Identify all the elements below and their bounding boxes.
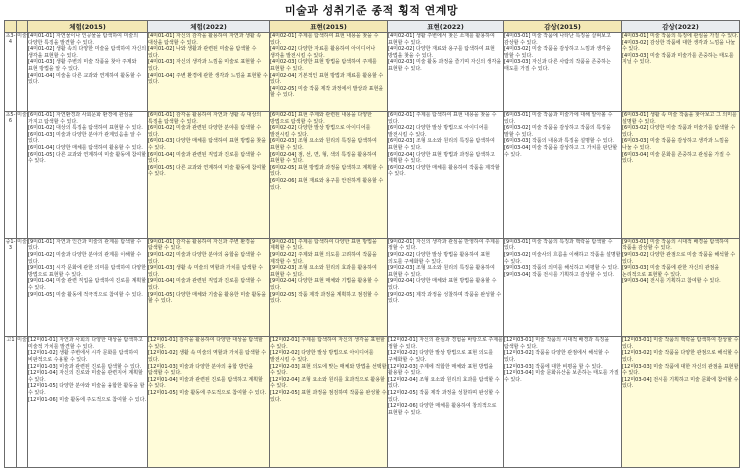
standard-item: [4미03-03] 자신과 다른 사람의 작품을 존중하는 태도를 가질 수 있다. xyxy=(504,59,611,72)
area-label: 미술 xyxy=(17,337,28,468)
standards-cell-experience-2022 xyxy=(148,112,270,239)
standard-item: [12미01-02] 생활 주변에서 시각 문화를 탐색하여 비판적으로 수용할 수 있다. xyxy=(28,350,139,363)
standards-cell-expression-2015 xyxy=(270,112,388,239)
standard-item: [4미02-03] 미술 활동 과정을 즐기며 자신의 생각을 표현할 수 있다. xyxy=(388,59,502,72)
standard-item: [12미02-04] 조형 요소와 원리를 효과적으로 활용할 수 있다. xyxy=(270,376,385,390)
standards-cell-appreciation-2022 xyxy=(622,112,740,239)
standard-item: [4미01-03] 자신의 생각과 느낌을 미술로 표현할 수 있다. xyxy=(148,59,262,72)
standard-item: [4미02-04] 기본적인 표현 방법과 재료를 활용할 수 있다. xyxy=(270,72,384,86)
standard-item: [4미02-02] 다양한 자료를 활용하여 아이디어나 생각을 발전시킬 수 있다. xyxy=(270,46,376,59)
standard-item: [6미02-01] 주제를 탐색하여 표현 내용을 찾을 수 있다. xyxy=(388,112,497,125)
standard-item: [12미01-04] 미술과 관련된 진로를 탐색하고 계획할 수 있다. xyxy=(148,376,263,390)
standard-item: [9미01-02] 미술과 다양한 분야의 융합을 탐색할 수 있다. xyxy=(148,252,262,265)
standard-item: [12미01-03] 미술과 관련된 진로를 탐색할 수 있다. xyxy=(28,363,142,370)
standards-cell-appreciation-2015 xyxy=(504,112,622,239)
standard-item: [4미02-01] 생활 주변에서 찾은 소재를 활용하여 표현할 수 있다. xyxy=(388,33,495,46)
standard-item: [9미03-04] 작품 전시를 기획하고 감상할 수 있다. xyxy=(504,271,615,278)
page-title: 미술과 성취기준 종적 횡적 연계망 xyxy=(284,4,459,17)
standard-item: [6미03-01] 미술 작품과 미술가에 대해 알아볼 수 있다. xyxy=(504,112,613,125)
header-experience-2015: 체험(2015) xyxy=(28,21,148,33)
standard-item: [6미03-02] 미술 작품을 감상하고 작품의 특징을 말할 수 있다. xyxy=(504,125,611,138)
standard-item: [6미03-04] 미술 작품을 감상하고 그 가치를 판단할 수 있다. xyxy=(504,145,618,158)
standard-item: [9미03-04] 전시를 기획하고 참여할 수 있다. xyxy=(622,278,721,285)
standard-item: [4미02-05] 미술 작품 제작 과정에서 발상과 표현을 할 수 있다. xyxy=(270,85,384,99)
standard-item: [12미03-04] 전시를 기획하고 미술 문화에 참여할 수 있다. xyxy=(622,376,739,390)
standard-item: [12미03-01] 미술 작품의 맥락을 탐색하여 감상할 수 있다. xyxy=(622,337,739,350)
standard-item: [9미02-04] 다양한 매체와 표현 방법을 활용할 수 있다. xyxy=(388,278,497,291)
area-label: 미술 xyxy=(17,238,28,336)
standard-item: [9미01-02] 미술과 다양한 분야의 관계를 이해할 수 있다. xyxy=(28,252,142,265)
standard-item: [9미03-03] 작품의 의미를 해석하고 비평할 수 있다. xyxy=(504,265,619,272)
standard-item: [6미02-02] 다양한 발상 방법으로 아이디어를 발전시킬 수 있다. xyxy=(388,125,489,138)
header-blank-area xyxy=(17,21,28,33)
standard-item: [6미01-02] 미술과 관련된 다양한 분야를 탐색할 수 있다. xyxy=(148,125,262,138)
standard-item: [9미02-04] 다양한 표현 매체와 기법을 활용할 수 있다. xyxy=(270,278,379,291)
standards-cell-experience-2015 xyxy=(28,112,148,239)
header-expression-2015: 표현(2015) xyxy=(270,21,388,33)
standard-item: [6미02-05] 다양한 매체를 활용하여 작품을 제작할 수 있다. xyxy=(388,164,500,178)
header-row xyxy=(5,21,740,33)
standard-item: [9미01-05] 미술 활동에 적극적으로 참여할 수 있다. xyxy=(28,291,143,298)
standard-item: [9미02-03] 조형 요소와 원리의 특징을 활용하여 표현할 수 있다. xyxy=(388,265,495,278)
standard-item: [4미01-01] 자신의 감각을 활용하여 자연과 생활 속 대상을 탐색할 수 있다. xyxy=(148,33,262,46)
standard-item: [12미02-06] 다양한 매체를 활용하여 창의적으로 표현할 수 있다. xyxy=(388,403,497,416)
standard-item: [6미02-04] 다양한 표현 방법과 과정을 탐색하고 계획할 수 있다. xyxy=(388,151,495,165)
standard-item: [6미01-05] 다른 교과와 연계하여 미술 활동에 참여할 수 있다. xyxy=(148,164,267,178)
standard-item: [6미02-02] 다양한 발상 방법으로 아이디어를 발전시킬 수 있다. xyxy=(270,125,371,138)
standard-item: [12미02-05] 표현 과정을 점검하며 작품을 완성할 수 있다. xyxy=(270,389,387,403)
standard-item: [12미02-02] 다양한 발상 방법으로 아이디어를 발전시킬 수 있다. xyxy=(270,350,374,363)
standard-item: [9미03-02] 미술사의 흐름을 이해하고 작품을 설명할 수 있다. xyxy=(504,252,621,265)
standards-cell-expression-2015 xyxy=(270,33,388,112)
standard-item: [6미01-04] 다양한 매체를 탐색하여 활용할 수 있다. xyxy=(28,145,143,152)
standards-cell-expression-2022 xyxy=(388,112,504,239)
standard-item: [9미01-05] 다양한 매체와 기술을 활용한 미술 활동을 할 수 있다. xyxy=(148,291,267,305)
standard-item: [12미02-03] 표현 의도에 맞는 매체와 방법을 선택할 수 있다. xyxy=(270,363,387,377)
standard-item: [6미01-03] 미술과 다양한 분야가 관계있음을 알 수 있다. xyxy=(28,131,142,145)
header-appreciation-2015: 감상(2015) xyxy=(504,21,622,33)
standard-item: [12미02-04] 조형 요소와 원리의 효과를 탐색할 수 있다. xyxy=(388,376,500,390)
standard-item: [9미02-03] 조형 요소와 원리의 효과를 활용하여 표현할 수 있다. xyxy=(270,265,377,278)
standard-item: [6미02-01] 표현 주제와 관련된 내용을 다양한 방법으로 탐색할 수 있다. xyxy=(270,112,373,125)
standard-item: [12미03-03] 작품에 대한 비평을 할 수 있다. xyxy=(504,363,603,370)
standard-item: [9미03-01] 미술 작품의 특징과 맥락을 탐색할 수 있다. xyxy=(504,238,613,252)
standard-item: [6미01-03] 다양한 매체를 탐색하여 표현 방법을 찾을 수 있다. xyxy=(148,138,267,152)
standard-item: [12미02-02] 다양한 발상 방법으로 표현 의도를 구체화할 수 있다. xyxy=(388,350,494,363)
standard-item: [12미01-02] 생활 속 미술의 역할과 가치를 탐색할 수 있다. xyxy=(148,350,267,363)
standard-item: [9미03-01] 미술 작품의 시대적 배경을 탐색하여 작품을 감상할 수 있다. xyxy=(622,238,729,252)
standard-item: [4미01-03] 생활 주변의 미술 작품을 찾아 주제와 표현 방법을 알 수 있다. xyxy=(28,59,137,72)
standard-item: [4미01-02] 나와 생활과 관련된 미술을 탐색할 수 있다. xyxy=(148,46,257,59)
standard-item: [4미02-02] 다양한 재료와 용구를 탐색하여 표현 방법을 찾을 수 있다. xyxy=(388,46,495,59)
standard-item: [6미03-03] 미술 작품을 감상하고 생각과 느낌을 나눌 수 있다. xyxy=(622,138,729,152)
standard-item: [4미01-01] 자연물이나 인공물을 탐색하여 미술의 다양한 특징을 발견할 수 있다. xyxy=(28,33,139,46)
standard-item: [12미01-01] 감각을 활용하여 다양한 대상을 탐색할 수 있다. xyxy=(148,337,263,350)
table-row xyxy=(5,112,740,239)
standard-item: [12미01-01] 자연과 사회의 다양한 대상을 탐색하고 미술적 가치를 발견할 수 있다. xyxy=(28,337,143,350)
standard-item: [9미01-01] 감각을 활용하여 자신과 주변 환경을 탐색할 수 있다. xyxy=(148,238,255,252)
standards-cell-appreciation-2022 xyxy=(622,337,740,468)
header-experience-2022: 체험(2022) xyxy=(148,21,270,33)
standard-item: [6미02-03] 조형 요소와 원리의 특징을 탐색하여 표현할 수 있다. xyxy=(270,138,377,152)
standards-cell-experience-2015 xyxy=(28,33,148,112)
standard-item: [4미03-01] 미술 작품에 나타난 특징을 살펴보고 감상할 수 있다. xyxy=(504,33,611,46)
standard-item: [6미01-04] 미술과 관련된 직업과 진로를 탐색할 수 있다. xyxy=(148,151,262,165)
standard-item: [4미01-04] 주변 환경에 관한 생각과 느낌을 표현할 수 있다. xyxy=(148,72,268,86)
header-appreciation-2022: 감상(2022) xyxy=(622,21,740,33)
standard-item: [12미03-02] 작품을 다양한 관점에서 해석할 수 있다. xyxy=(504,350,610,363)
standard-item: [6미03-01] 생활 속 미술 작품을 찾아보고 그 의미를 설명할 수 있다. xyxy=(622,112,737,125)
standards-table xyxy=(4,20,740,468)
standard-item: [12미02-01] 자신의 관심과 경험을 바탕으로 주제를 정할 수 있다. xyxy=(388,337,503,350)
standard-item: [6미01-01] 자연환경과 사회문화 환경에 관심을 가지고 탐색할 수 있다. xyxy=(28,112,134,125)
header-expression-2022: 표현(2022) xyxy=(388,21,504,33)
standard-item: [12미01-05] 다양한 분야와 미술을 융합한 활동을 할 수 있다. xyxy=(28,383,145,396)
standards-cell-expression-2015 xyxy=(270,337,388,468)
grade-label: 중1-3 xyxy=(5,238,17,336)
standards-cell-appreciation-2022 xyxy=(622,238,740,336)
standard-item: [12미01-03] 미술과 다양한 분야의 융합 방안을 탐색할 수 있다. xyxy=(148,363,254,377)
standards-cell-appreciation-2015 xyxy=(504,238,622,336)
standard-item: [6미02-04] 점, 선, 면, 형, 색의 특징을 활용하여 표현할 수 있다. xyxy=(270,151,377,165)
standard-item: [9미01-01] 자연과 인간과 미술의 관계를 탐색할 수 있다. xyxy=(28,238,142,252)
standard-item: [4미01-04] 미술을 다른 교과와 연계하여 활동할 수 있다. xyxy=(28,72,142,86)
standard-item: [4미03-03] 미술 작품과 미술가를 존중하는 태도를 지닐 수 있다. xyxy=(622,52,734,66)
grade-label: 초5-6 xyxy=(5,112,17,239)
standard-item: [6미03-03] 작품의 내용과 특징을 설명할 수 있다. xyxy=(504,138,615,145)
standard-item: [12미01-04] 자신의 진로와 미술을 관련지어 계획할 수 있다. xyxy=(28,370,143,383)
standard-item: [12미03-03] 미술 작품에 대한 자신의 관점을 표현할 수 있다. xyxy=(622,363,739,377)
standards-cell-experience-2015 xyxy=(28,238,148,336)
standards-cell-experience-2015 xyxy=(28,337,148,468)
standard-item: [9미03-02] 다양한 관점으로 미술 작품을 해석할 수 있다. xyxy=(622,252,736,265)
standard-item: [12미01-06] 미술 활동에 주도적으로 참여할 수 있다. xyxy=(28,396,147,403)
standard-item: [9미01-04] 미술과 관련된 직업과 진로를 탐색할 수 있다. xyxy=(148,278,262,291)
standard-item: [12미01-05] 미술 활동에 주도적으로 참여할 수 있다. xyxy=(148,389,267,396)
standard-item: [12미02-01] 주제를 탐색하여 자신의 생각을 표현할 수 있다. xyxy=(270,337,385,350)
standard-item: [9미02-02] 주제와 표현 의도를 고려하여 작품을 제작할 수 있다. xyxy=(270,252,377,265)
standards-cell-experience-2022 xyxy=(148,33,270,112)
standard-item: [12미03-01] 미술 작품의 시대적 배경과 특징을 탐색할 수 있다. xyxy=(504,337,610,350)
standard-item: [12미02-03] 주제에 적합한 매체와 표현 방법을 활용할 수 있다. xyxy=(388,363,494,377)
standards-cell-experience-2022 xyxy=(148,238,270,336)
standard-item: [12미03-02] 미술 작품을 다양한 관점으로 해석할 수 있다. xyxy=(622,350,739,363)
standard-item: [9미02-02] 다양한 발상 방법을 활용하여 표현 의도를 구체화할 수 있다. xyxy=(388,252,491,265)
standard-item: [4미02-03] 다양한 표현 방법을 탐색하여 주제를 표현할 수 있다. xyxy=(270,59,377,72)
standard-item: [6미01-02] 대상의 특징을 탐색하여 표현할 수 있다. xyxy=(28,125,143,132)
standards-cell-expression-2015 xyxy=(270,238,388,336)
standard-item: [9미02-05] 제작 과정을 성찰하며 작품을 완성할 수 있다. xyxy=(388,291,502,305)
header-blank-grade xyxy=(5,21,17,33)
table-row xyxy=(5,238,740,336)
standard-item: [9미03-03] 미술 작품에 관한 자신의 관점을 논리적으로 표현할 수 있다. xyxy=(622,265,720,278)
grade-label: 초3-4 xyxy=(5,33,17,112)
grade-label: 고1 xyxy=(5,337,17,468)
standard-item: [6미03-04] 미술 문화를 존중하고 관심을 가질 수 있다. xyxy=(622,151,731,165)
table-row xyxy=(5,337,740,468)
standard-item: [6미01-01] 감각을 활용하여 자연과 생활 속 대상의 특징을 탐색할 수 있다. xyxy=(148,112,262,125)
standard-item: [4미03-02] 미술 작품을 감상하고 느낌과 생각을 말할 수 있다. xyxy=(504,46,611,59)
standard-item: [6미01-05] 다른 교과와 연계하여 미술 활동에 참여할 수 있다. xyxy=(28,151,147,165)
standard-item: [9미02-05] 작품 제작 과정을 계획하고 점검할 수 있다. xyxy=(270,291,379,305)
standard-item: [6미02-05] 표현 방법과 과정을 탐색하고 계획할 수 있다. xyxy=(270,164,384,178)
standard-item: [4미03-01] 미술 작품의 특징에 관심을 가질 수 있다. xyxy=(622,33,739,39)
standards-cell-experience-2022 xyxy=(148,337,270,468)
standard-item: [12미02-05] 작품 제작 과정을 성찰하며 완성할 수 있다. xyxy=(388,389,500,403)
standard-item: [9미01-03] 생활 속 미술의 역할과 가치를 탐색할 수 있다. xyxy=(148,265,263,278)
area-label: 미술 xyxy=(17,33,28,112)
standard-item: [9미01-03] 시각 문화에 관한 의미를 탐색하여 다양한 방법으로 표현할 수 있다. xyxy=(28,265,147,278)
standard-item: [4미03-02] 감상한 작품에 대한 생각과 느낌을 나눌 수 있다. xyxy=(622,39,736,53)
standard-item: [6미03-02] 다양한 미술 작품과 미술가를 탐색할 수 있다. xyxy=(622,125,736,138)
standard-item: [6미02-03] 조형 요소와 원리의 특징을 탐색하여 표현할 수 있다. xyxy=(388,138,495,152)
standards-cell-expression-2022 xyxy=(388,337,504,468)
standards-cell-appreciation-2015 xyxy=(504,33,622,112)
standards-cell-expression-2022 xyxy=(388,33,504,112)
standard-item: [9미02-01] 자신의 생각과 관심을 반영하여 주제를 정할 수 있다. xyxy=(388,238,500,252)
standard-item: [12미03-04] 미술 문화유산을 보존하는 태도를 가질 수 있다. xyxy=(504,370,619,383)
standard-item: [4미02-01] 주제를 탐색하여 표현 내용을 찾을 수 있다. xyxy=(270,33,379,46)
standards-cell-appreciation-2022 xyxy=(622,33,740,112)
table-row xyxy=(5,33,740,112)
standard-item: [4미01-02] 생활 속의 다양한 미술을 탐색하여 자신의 생각을 표현할 수 있다. xyxy=(28,46,147,59)
standard-item: [9미01-04] 미술 관련 직업을 탐색하여 진로를 계획할 수 있다. xyxy=(28,278,147,291)
area-label: 미술 xyxy=(17,112,28,239)
standard-item: [6미02-06] 표현 재료와 용구를 안전하게 활용할 수 있다. xyxy=(270,178,384,191)
standards-cell-expression-2022 xyxy=(388,238,504,336)
standards-cell-appreciation-2015 xyxy=(504,337,622,468)
standard-item: [9미02-01] 주제를 탐색하여 다양한 표현 방법을 계획할 수 있다. xyxy=(270,238,377,252)
